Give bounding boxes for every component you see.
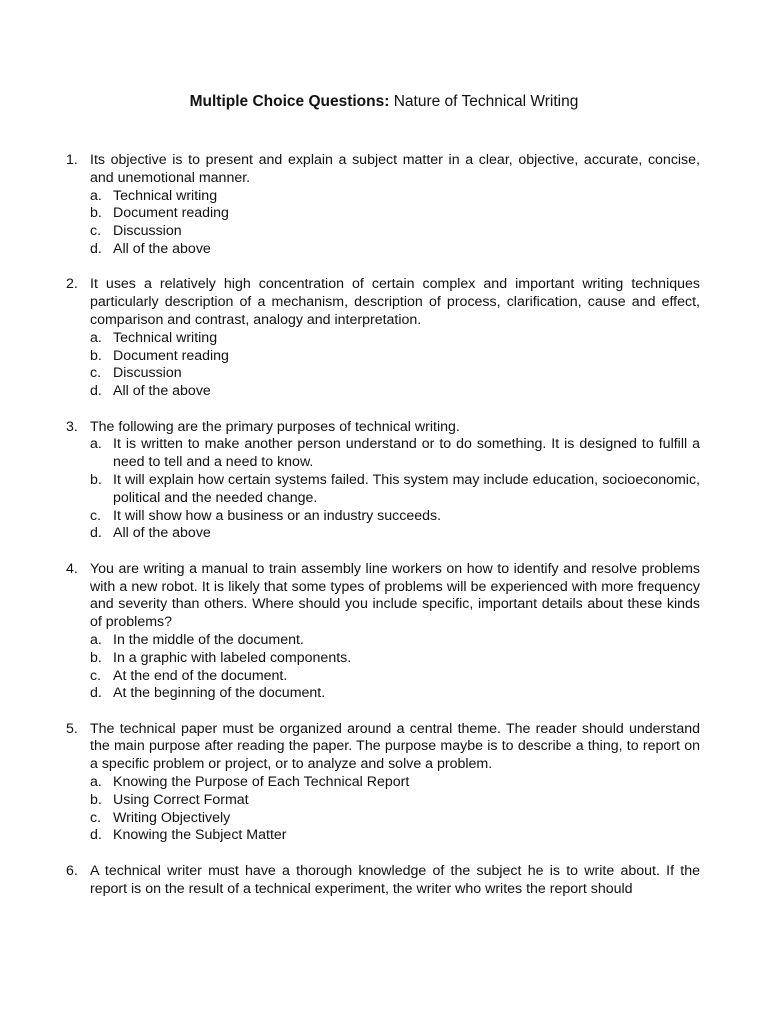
option-text: Document reading [113,347,229,364]
option-list [90,330,700,401]
option-letter: c. [90,365,102,382]
option-letter: b. [90,471,102,488]
question-item [66,152,700,259]
question-text: The technical paper must be organized around a central theme. The reader should understand the main purpose after reading the paper. The purpose maybe is to describe a thing, to report on a specific problem or project, or to analyze and solve a problem. [90,720,700,773]
title-bold: Multiple Choice Questions: [189,93,390,110]
option-text: Knowing the Purpose of Each Technical Report [113,774,410,791]
answer-option [90,436,700,472]
option-letter: b. [90,347,102,364]
option-text: Document reading [113,205,229,222]
question-number: 6. [66,862,78,879]
question-text: It uses a relatively high concentration of certain complex and important writing techniques particularly description of a mechanism, description of process, clarification, cause and effect, comparison and contrast, analogy and interpretation. [90,276,700,328]
option-text: Using Correct Format [113,791,249,808]
answer-option [90,508,700,526]
option-text: All of the above [113,240,211,257]
question-text: Its objective is to present and explain a subject matter in a clear, objective, accurate, concise, and unemotional manner. [90,152,700,186]
option-text: Technical writing [113,187,218,204]
option-letter: d. [90,383,102,400]
option-text: It will explain how certain systems failed. This system may include education, socioeconomic, political and the needed change. [113,471,700,506]
option-letter: d. [90,827,102,844]
option-letter: b. [90,649,102,666]
answer-option [90,792,700,810]
answer-option [90,348,700,366]
option-text: Discussion [113,365,182,382]
question-item [66,561,700,703]
answer-option [90,205,700,223]
answer-option [90,668,700,686]
answer-option [90,241,700,259]
option-text: All of the above [113,525,211,542]
option-text: It is written to make another person understand or to do something. It is designed to fulfill a need to tell and a need to know. [113,436,700,471]
option-letter: a. [90,631,102,648]
question-item [66,721,700,846]
option-text: Discussion [113,223,182,240]
question-text: A technical writer must have a thorough knowledge of the subject he is to write about. If the report is on the result of a technical experiment, the writer who writes the report should [90,862,700,897]
option-letter: c. [90,809,102,826]
answer-option [90,365,700,383]
option-letter: b. [90,205,102,222]
option-text: In the middle of the document. [113,631,304,648]
option-letter: c. [90,507,102,524]
question-item [66,863,700,899]
option-letter: d. [90,525,102,542]
question-list [66,152,700,898]
option-letter: c. [90,223,102,240]
option-text: At the end of the document. [113,667,288,684]
option-list [90,436,700,543]
option-list [90,632,700,703]
answer-option [90,472,700,508]
option-text: At the beginning of the document. [113,685,326,702]
option-text: It will show how a business or an industry succeeds. [113,507,442,524]
answer-option [90,223,700,241]
title-rest: Nature of Technical Writing [393,93,579,110]
option-text: Writing Objectively [113,809,231,826]
answer-option [90,685,700,703]
answer-option [90,632,700,650]
option-letter: d. [90,685,102,702]
answer-option [90,188,700,206]
question-number: 3. [66,418,78,435]
option-text: Technical writing [113,329,218,346]
option-letter: a. [90,436,102,453]
option-letter: a. [90,329,102,346]
answer-option [90,774,700,792]
page-title [0,92,768,112]
answer-option [90,330,700,348]
question-text: You are writing a manual to train assembly line workers on how to identify and resolve problems with a new robot. It is likely that some types of problems will be experienced with more frequency and severity than others. Where should you include specific, important details about these kinds of problems? [90,560,700,631]
option-list [90,188,700,259]
answer-option [90,525,700,543]
option-list [90,774,700,845]
option-letter: a. [90,774,102,791]
question-text: The following are the primary purposes of technical writing. [90,418,460,435]
question-item [66,419,700,544]
option-text: In a graphic with labeled components. [113,649,352,666]
option-letter: d. [90,240,102,257]
question-number: 4. [66,560,78,577]
answer-option [90,810,700,828]
answer-option [90,650,700,668]
question-number: 2. [66,276,78,293]
question-number: 1. [66,152,78,168]
question-number: 5. [66,720,78,737]
option-text: Knowing the Subject Matter [113,827,287,844]
answer-option [90,827,700,845]
option-letter: b. [90,791,102,808]
question-item [66,276,700,401]
option-text: All of the above [113,383,211,400]
option-letter: a. [90,187,102,204]
option-letter: c. [90,667,102,684]
answer-option [90,383,700,401]
